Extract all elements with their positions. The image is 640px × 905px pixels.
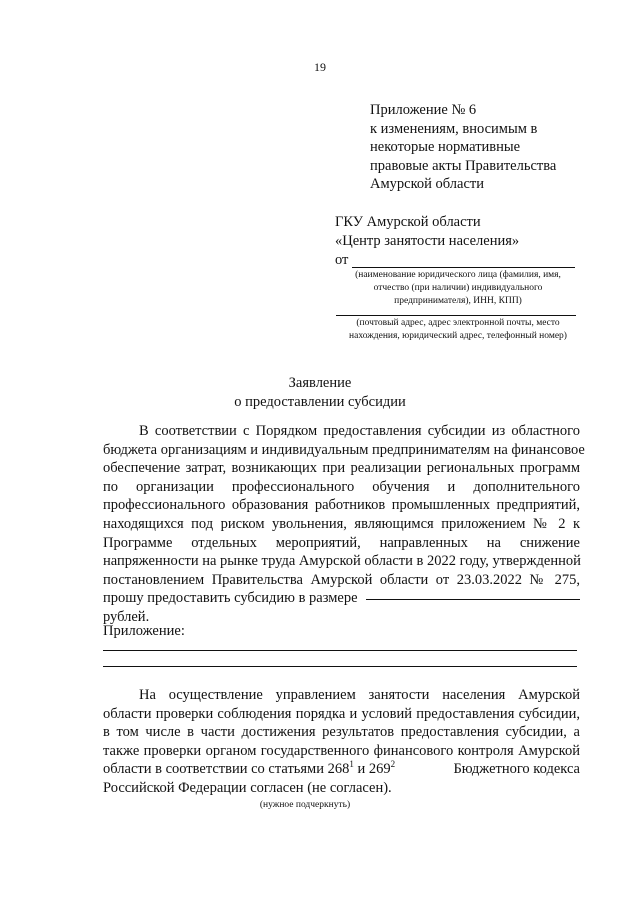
paragraph-line: профессионального образования работников промышленных предприятий, (103, 497, 580, 514)
addressee-from: от (335, 252, 349, 268)
caption-line: (наименование юридического лица (фамилия, имя, (355, 270, 561, 280)
annex-line: правовые акты Правительства (370, 157, 557, 174)
caption-line: предпринимателя), ИНН, КПП) (394, 296, 522, 306)
paragraph-line: бюджета организациям и индивидуальным предпринимателям на финансовое (103, 441, 585, 458)
applicant-address-line[interactable] (336, 315, 576, 316)
caption-line: отчество (при наличии) индивидуального (373, 283, 543, 293)
page-number: 19 (314, 60, 326, 74)
annex-line: к изменениям, вносимым в (370, 120, 538, 137)
paragraph-line: находящихся под риском увольнения, являющимся приложением № 2 к (103, 515, 580, 532)
caption-line: (почтовый адрес, адрес электронной почты, место (356, 318, 560, 328)
subsidy-amount-line[interactable] (366, 599, 580, 600)
addressee-org: ГКУ Амурской области (335, 214, 481, 230)
addressee-block (335, 213, 519, 270)
paragraph-line: в том числе в части достижения результатов предоставления субсидии, а (103, 724, 580, 741)
applicant-address-caption (336, 317, 580, 343)
annex-line: некоторые нормативные (370, 139, 521, 155)
consent-paragraph (103, 686, 580, 798)
paragraph-line: рублей. (103, 608, 150, 625)
paragraph-line: На осуществление управлением занятости населения Амурской (139, 687, 580, 703)
attachment-label: Приложение: (103, 623, 185, 639)
paragraph-line: В соответствии с Порядком предоставления субсидии из областного (139, 423, 580, 439)
attachment-line-2[interactable] (103, 666, 577, 667)
text-part: и 269 (353, 761, 391, 778)
document-title: Заявление (288, 375, 352, 391)
text-part: области в соответствии со статьями 268 (103, 761, 350, 778)
paragraph-line: Программе отдельных мероприятий, направленных на снижение (103, 534, 580, 551)
superscript: 2 (390, 759, 396, 770)
paragraph-line: постановлением Правительства Амурской области от 23.03.2022 № 275, (103, 571, 580, 588)
paragraph-line: по организации профессионального обучения и дополнительного (103, 478, 580, 495)
request-paragraph (103, 422, 585, 627)
annex-block (370, 101, 556, 194)
annex-line: Амурской области (370, 176, 484, 192)
paragraph-line (103, 760, 580, 779)
note-caption: (нужное подчеркнуть) (259, 800, 351, 810)
addressee-center: «Центр занятости населения» (335, 233, 520, 249)
paragraph-line: обеспечение затрат, возникающих при реализации региональных программ (103, 460, 580, 477)
applicant-name-caption (338, 269, 578, 308)
paragraph-line: напряженности на рынке труда Амурской области в 2022 году, утвержденной (103, 553, 581, 570)
paragraph-line: прошу предоставить субсидию в размере (103, 590, 358, 607)
caption-line: нахождения, юридический адрес, телефонный номер) (349, 331, 567, 341)
annex-line: Приложение № 6 (370, 102, 477, 118)
applicant-name-line[interactable] (352, 267, 575, 268)
superscript: 1 (349, 759, 354, 770)
paragraph-line: Российской Федерации согласен (не согласен). (103, 779, 392, 796)
attachment-line-1[interactable] (103, 650, 577, 651)
paragraph-line: области проверки соблюдения порядка и условий предоставления субсидии, (103, 705, 580, 722)
line-part: Бюджетного кодекса (453, 761, 580, 778)
line-part (103, 760, 395, 779)
paragraph-line: также проверки органом государственного финансового контроля Амурской (103, 742, 580, 759)
document-subtitle: о предоставлении субсидии (234, 394, 406, 410)
